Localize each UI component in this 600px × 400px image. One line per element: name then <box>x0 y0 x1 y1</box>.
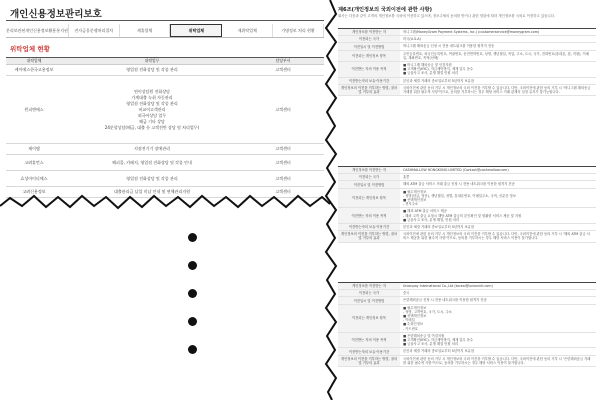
value-line: ■ 머니그램 해외송금 및 인검지원 <box>403 63 452 68</box>
header-dept: 담당부서 <box>242 58 324 65</box>
dept-cell: 고객센터 <box>242 187 324 198</box>
transfer-row <box>338 348 596 355</box>
task-line: 연이상담원 전화상담 <box>133 88 171 94</box>
dot <box>188 345 197 354</box>
transfer-row-label: 이전일시 및 이전방법 <box>338 181 400 187</box>
task-line: 비교이고객관리 <box>138 106 166 112</box>
transfer-table <box>338 282 596 367</box>
company-cell: 제이엠 <box>6 144 62 155</box>
transfer-row-value <box>400 51 596 61</box>
value-line: 국외이전에 관한 동의 거부 시 개인정보의 국외 이전을 거부할 수 있습니다. 다만, 국외이전에 관한 동의 거부 시 '해외 ATM 출금 서비스 제공을 위한 필수적 사항'이므로, 동의를 거부하시는 경우 해당 서비스 이용이 불가합니다. <box>403 232 590 241</box>
task-line: 해피콜, 카페지, 영업점 전화상담 및 각종 안내 <box>112 159 192 165</box>
task-line: 영업점 전화상담 및 각종 관리 <box>126 67 178 72</box>
transfer-row-label: 이전받는 자의 이용 목적 <box>338 62 400 77</box>
value-line: ■ 금융사고 조사, 분쟁 해결 민원 처리 <box>403 342 459 347</box>
transfer-row-value <box>400 189 596 208</box>
transfer-row <box>338 78 596 85</box>
task-line: 대출관리금 납입 미납 안내 및 연체관리지원 <box>114 189 190 194</box>
value-line: ■ 해외 ATM 출금 서비스 제공 <box>403 209 447 214</box>
transfer-row-value <box>400 85 596 95</box>
transfer-row-value <box>400 297 596 303</box>
transfer-row <box>338 333 596 349</box>
value-line: 국외이전에 관한 동의 거부 시 개인정보의 국외 이전을 거부할 수 있습니다. 다만, 국외이전에 관한 동의 거부 시 '머니그램 해외송금 거래를 위한 필수적 사항'이므로, 동의를 거부하시는 경우 해당 서비스 거래 관계의 설정 유지가 불가능합니다. <box>403 85 591 95</box>
task-line: 24분할상담(해금, 대출 등 고객전반 상담 및 처리업무) <box>104 124 200 130</box>
value-line: - 현지주소 <box>403 202 418 207</box>
section-title: 위탁업체 현황 <box>10 45 50 53</box>
task-line: 영업점 전화상담 및 각종 관리 <box>126 100 178 106</box>
tab-5[interactable]: 재위탁업체 <box>222 24 273 37</box>
transfer-row-label: 개인정보를 이전받는 자 <box>338 167 400 173</box>
dot <box>188 317 197 326</box>
continuation-dots <box>188 233 200 373</box>
value-line: 머니그램(MoneyGram Payment Systems, Inc.) (customerservice@moneygram.com) <box>403 30 540 34</box>
transfer-row-label: 이전되는 개인정보 항목 <box>338 189 400 208</box>
transfer-row <box>338 290 596 297</box>
tab-2[interactable]: 전자금융분쟁처리절차 <box>69 24 120 37</box>
value-line: ■ 은련해외송금 및 이검지원 <box>403 333 445 338</box>
transfer-row-label: 이전받는자의 보유·이용기간 <box>338 348 400 354</box>
transfer-row-value <box>400 231 596 241</box>
transfer-table <box>338 28 596 96</box>
value-line: 국외이전에 관한 동의 거부 시 개인정보의 국외 이전을 거부할 수 있습니다. 다만, 국외이전에 관한 동의 거부 시 '은련해외송금 거래를 위한 필수적 사항'이므로, 동의를 거부하시는 경우 해당 서비스 이용이 불가합니다. <box>403 356 591 365</box>
transfer-row <box>338 167 596 174</box>
company-cell: 고려신용정보 <box>6 187 62 198</box>
transfer-row <box>338 174 596 181</box>
value-line: ■ 필수개인정보 <box>403 189 427 194</box>
transfer-row-label: 이전되는 개인정보 항목 <box>338 305 400 332</box>
transfer-row <box>338 62 596 78</box>
transfer-row-label: 개인정보의 이전을 거부하는 방법, 절차 및 거부의 효과 <box>338 356 400 366</box>
value-line: ■ 선택개인정보 <box>403 198 427 203</box>
transfer-row-value <box>400 348 596 354</box>
transfer-row-value <box>400 167 596 173</box>
transfer-row-label: 이전되는 국가 <box>338 174 400 180</box>
transfer-row-label: 개인정보의 이전을 거부하는 방법, 절차 및 거부의 효과 <box>338 231 400 241</box>
transfer-row <box>338 305 596 333</box>
value-line: 은련해외송금 신청 시 전용 네트워크를 이용한 원격지 전송 <box>403 298 487 303</box>
value-line: 해외 ATM 출금 서비스 거래 출금 신청 시 전용 네트워크를 이용한 원격지 전송 <box>403 182 515 187</box>
header-tasks: 위탁업무 <box>62 58 242 65</box>
task-line: 지점전기기 장애관리 <box>133 146 171 151</box>
transfer-row <box>338 356 596 367</box>
transfer-row <box>338 283 596 290</box>
transfer-row-label: 이전되는 국가 <box>338 36 400 42</box>
value-line: - 이메일 <box>403 318 415 323</box>
transfer-row <box>338 224 596 231</box>
transfer-row-label: 개인정보의 이전을 거부하는 방법, 절차 및 거부의 효과 <box>338 85 400 95</box>
transfer-row <box>338 181 596 188</box>
transfer-row-value <box>400 224 596 230</box>
value-line: 중국 <box>403 291 410 296</box>
right-panel <box>330 0 600 400</box>
overseas-transfer-intro: 회사는 다음과 같이 고객의 개인정보를 국외에 이전하고 있으며, 정보주체의 동의를 받거나 관련 법령에 따라 개인정보를 국외로 이전하고 있습니다. <box>338 14 555 18</box>
transfer-row <box>338 29 596 36</box>
page-title: 개인신용정보관리보호 <box>10 9 102 20</box>
task-line: 해금 기타 상담 <box>139 118 165 124</box>
transfer-row-value <box>400 290 596 296</box>
tab-1[interactable]: 분리보관된개인신용정보활용통지권 <box>6 24 69 37</box>
value-line: ■ 필수개인정보 <box>403 305 427 310</box>
transfer-row <box>338 85 596 96</box>
transfer-row-label: 이전받는 자의 이용 목적 <box>338 208 400 223</box>
value-line: CASHMALLOW HONGKONG LIMITED (Contact@cashmallow.com) <box>403 168 509 172</box>
transfer-row <box>338 231 596 242</box>
transfer-row-value <box>400 305 596 332</box>
transfer-row-value <box>400 174 596 180</box>
transfer-row <box>338 43 596 50</box>
tab-3[interactable]: 제휴업체 <box>120 24 171 37</box>
transfer-row-value <box>400 29 596 35</box>
transfer-row-label: 이전되는 국가 <box>338 290 400 296</box>
value-line: ■ 고객확인(KYC), 자금세탁방지, 제재 업무 준수 <box>403 338 474 343</box>
value-line: 홍콩 <box>403 175 410 180</box>
company-cell: 고려휴먼스 <box>6 155 62 171</box>
value-line: Unionpay International Co.,Ltd (koreal@unionintl.com) <box>403 284 493 288</box>
header-company: 위탁업체 <box>6 58 62 65</box>
company-cell: 효성아이티에스 <box>6 171 62 187</box>
dept-cell: 고객센터 <box>242 171 324 187</box>
transfer-row-label: 개인정보를 이전받는 자 <box>338 283 400 289</box>
transfer-row-value <box>400 333 596 348</box>
transfer-row <box>338 36 596 43</box>
transfer-row-label: 이전받는자의 보유·이용기간 <box>338 78 400 84</box>
transfer-row-value <box>400 356 596 366</box>
dot <box>188 233 197 242</box>
task-line: 외국어상담 업무 <box>137 112 167 118</box>
transfer-row <box>338 297 596 304</box>
value-line: - 성명(한글, 영문), 생년월일, 성별, 휴대폰번호, 이메일주소, 국적, 신분증 정보 <box>403 193 516 198</box>
value-line: ■ 수취인정보 <box>403 322 424 327</box>
tab-4[interactable]: 위탁업체 <box>170 24 222 37</box>
value-line: - 성명, 고객번호, 국가, 도시, 주소 <box>403 309 452 314</box>
transfer-row-value <box>400 181 596 187</box>
dept-cell: 고객센터 <box>242 155 324 171</box>
dot <box>188 289 197 298</box>
value-line: 미국(U.S.A) <box>403 37 421 42</box>
task-line: 영업점 전화상담 및 각종 관리 <box>126 175 178 181</box>
transfer-row-value <box>400 62 596 77</box>
value-line: 본인과 체결 거래의 종료일로부터 5년까지 보유함 <box>403 78 475 83</box>
value-line: ■ 금융사고 조사, 분쟁 해결 민원 처리 <box>403 71 459 76</box>
transfer-row-label: 이전일시 및 이전방법 <box>338 43 400 49</box>
dept-cell: 고객센터 <box>242 65 324 76</box>
overseas-transfer-title: 제6조(개인정보의 국외이전에 관한 사항) <box>338 7 432 13</box>
transfer-row-label: 이전일시 및 이전방법 <box>338 297 400 303</box>
transfer-row <box>338 51 596 62</box>
transfer-row <box>338 189 596 209</box>
value-line: ■ 금융사고 조사, 분쟁 해결, 민원 처리 <box>403 217 460 222</box>
transfer-row-label: 이전되는 개인정보 항목 <box>338 51 400 61</box>
dot <box>188 261 197 270</box>
transfer-row-value <box>400 43 596 49</box>
transfer-row <box>338 208 596 224</box>
value-line: 본인과 체결 거래의 종료일로부터 5년까지 보유함 <box>403 349 475 354</box>
transfer-row-value <box>400 283 596 289</box>
transfer-row-label: 이전받는 자의 이용 목적 <box>338 333 400 348</box>
transfer-table <box>338 166 596 243</box>
value-line: ■ 선택개인정보 <box>403 314 427 319</box>
transfer-row-value <box>400 78 596 84</box>
value-line: 머니그램 해외송금 신청 시 전용 네트워크를 이용한 원격지 전송 <box>403 44 495 49</box>
company-cell: 윈피앤에스 <box>6 76 62 144</box>
dept-cell: 고객센터 <box>242 144 324 155</box>
value-line: - 카드번호 <box>403 326 418 331</box>
tab-6[interactable]: 가명정보 처리 현황 <box>273 24 324 37</box>
value-line: - 해외 고객 출금 요청시 해당 ATM 출금의 본인확인 및 원활한 서비스 제공 및 지원 <box>403 213 522 218</box>
transfer-row-label: 개인정보를 이전받는 자 <box>338 29 400 35</box>
task-line: 가계대출 녹취 자동관리 <box>131 94 173 100</box>
transfer-row-label: 이전받는자의 보유·이용기간 <box>338 224 400 230</box>
value-line: 주민등록번호, 외국인등록번호, 여권번호, 운전면허번호, 성명, 생년월일, 직업, 주소, 도시, 국가, 전화번호(휴대폰, 집, 직장), 이메일, 계좌번호, 목적(선택) <box>403 51 589 60</box>
transfer-row-value <box>400 36 596 42</box>
value-line: 본인과 체결 거래의 종료일로부터 5년까지 보유함 <box>403 225 475 230</box>
company-cell: 케이에스한국고용정보 <box>6 65 62 76</box>
value-line: ■ 고객확인(KYC), 자금세탁방지, 제재 업무 준수 <box>403 67 474 72</box>
dept-cell: 고객센터 <box>242 76 324 144</box>
transfer-row-value <box>400 208 596 223</box>
